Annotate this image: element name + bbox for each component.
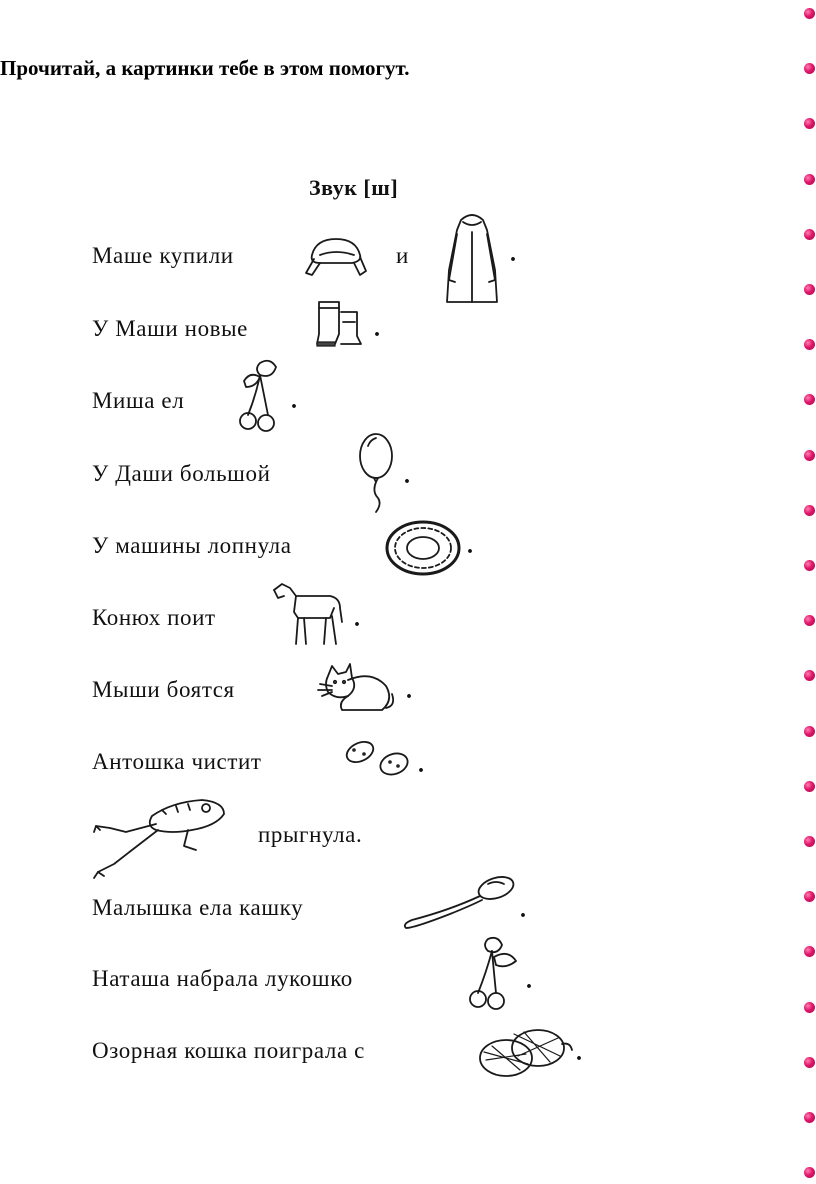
sentence-end: .: [291, 388, 297, 414]
spoon-icon: [400, 870, 518, 930]
boots-icon: [313, 298, 363, 350]
sentence-text: У Даши большой: [92, 461, 271, 486]
sentence-text: У машины лопнула: [92, 533, 292, 558]
sentence-text: прыгнула.: [258, 822, 363, 847]
sentence-end: .: [576, 1040, 582, 1066]
margin-dot: [804, 891, 815, 902]
margin-dot: [804, 229, 815, 240]
margin-dot: [804, 63, 815, 74]
margin-dot: [804, 339, 815, 350]
tire-icon: [384, 518, 462, 578]
cherries-icon: [464, 933, 520, 1015]
page-title: Прочитай, а картинки тебе в этом помогут.: [0, 56, 410, 80]
sentence-end: .: [467, 533, 473, 559]
sentence-text: Миша ел: [92, 388, 185, 413]
margin-dot: [804, 174, 815, 185]
yarn-ball-icon: [474, 1020, 574, 1082]
margin-dot: [804, 560, 815, 571]
sentence-text: Маше купили: [92, 243, 234, 268]
cherries-icon: [236, 355, 286, 437]
margin-dot: [804, 118, 815, 129]
balloon-icon: [352, 428, 400, 512]
sentence-end: .: [510, 241, 516, 267]
margin-dot: [804, 505, 815, 516]
sentence-text: Антошка чистит: [92, 749, 262, 774]
sentence-end: .: [406, 678, 412, 704]
sentence-text: Конюх поит: [92, 605, 216, 630]
margin-dot: [804, 1002, 815, 1013]
sentence-end: .: [404, 463, 410, 489]
conjunction-text: и: [396, 243, 409, 268]
margin-dot: [804, 1112, 815, 1123]
margin-dot: [804, 8, 815, 19]
margin-decoration: [800, 0, 816, 1184]
sentence-text: Озорная кошка поиграла с: [92, 1038, 365, 1063]
sentence-end: .: [374, 316, 380, 342]
sentence-text: Наташа набрала лукошко: [92, 966, 353, 991]
margin-dot: [804, 1057, 815, 1068]
sentence-text: У Маши новые: [92, 316, 248, 341]
sentence-end: .: [520, 897, 526, 923]
sentence-end: .: [354, 606, 360, 632]
margin-dot: [804, 781, 815, 792]
potatoes-icon: [342, 736, 416, 780]
sentence-text: Малышка ела кашку: [92, 895, 304, 920]
margin-dot: [804, 670, 815, 681]
margin-dot: [804, 615, 815, 626]
fur-coat-icon: [443, 210, 501, 307]
horse-icon: [268, 578, 348, 648]
cat-icon: [302, 660, 398, 718]
sentence-end: .: [526, 968, 532, 994]
sentence-text: Мыши боятся: [92, 677, 235, 702]
margin-dot: [804, 726, 815, 737]
frog-icon: [92, 790, 232, 882]
sentence-end: .: [418, 752, 424, 778]
margin-dot: [804, 394, 815, 405]
margin-dot: [804, 1167, 815, 1178]
ushanka-hat-icon: [302, 233, 368, 281]
margin-dot: [804, 450, 815, 461]
margin-dot: [804, 836, 815, 847]
margin-dot: [804, 946, 815, 957]
margin-dot: [804, 284, 815, 295]
section-title: Звук [ш]: [309, 175, 399, 200]
